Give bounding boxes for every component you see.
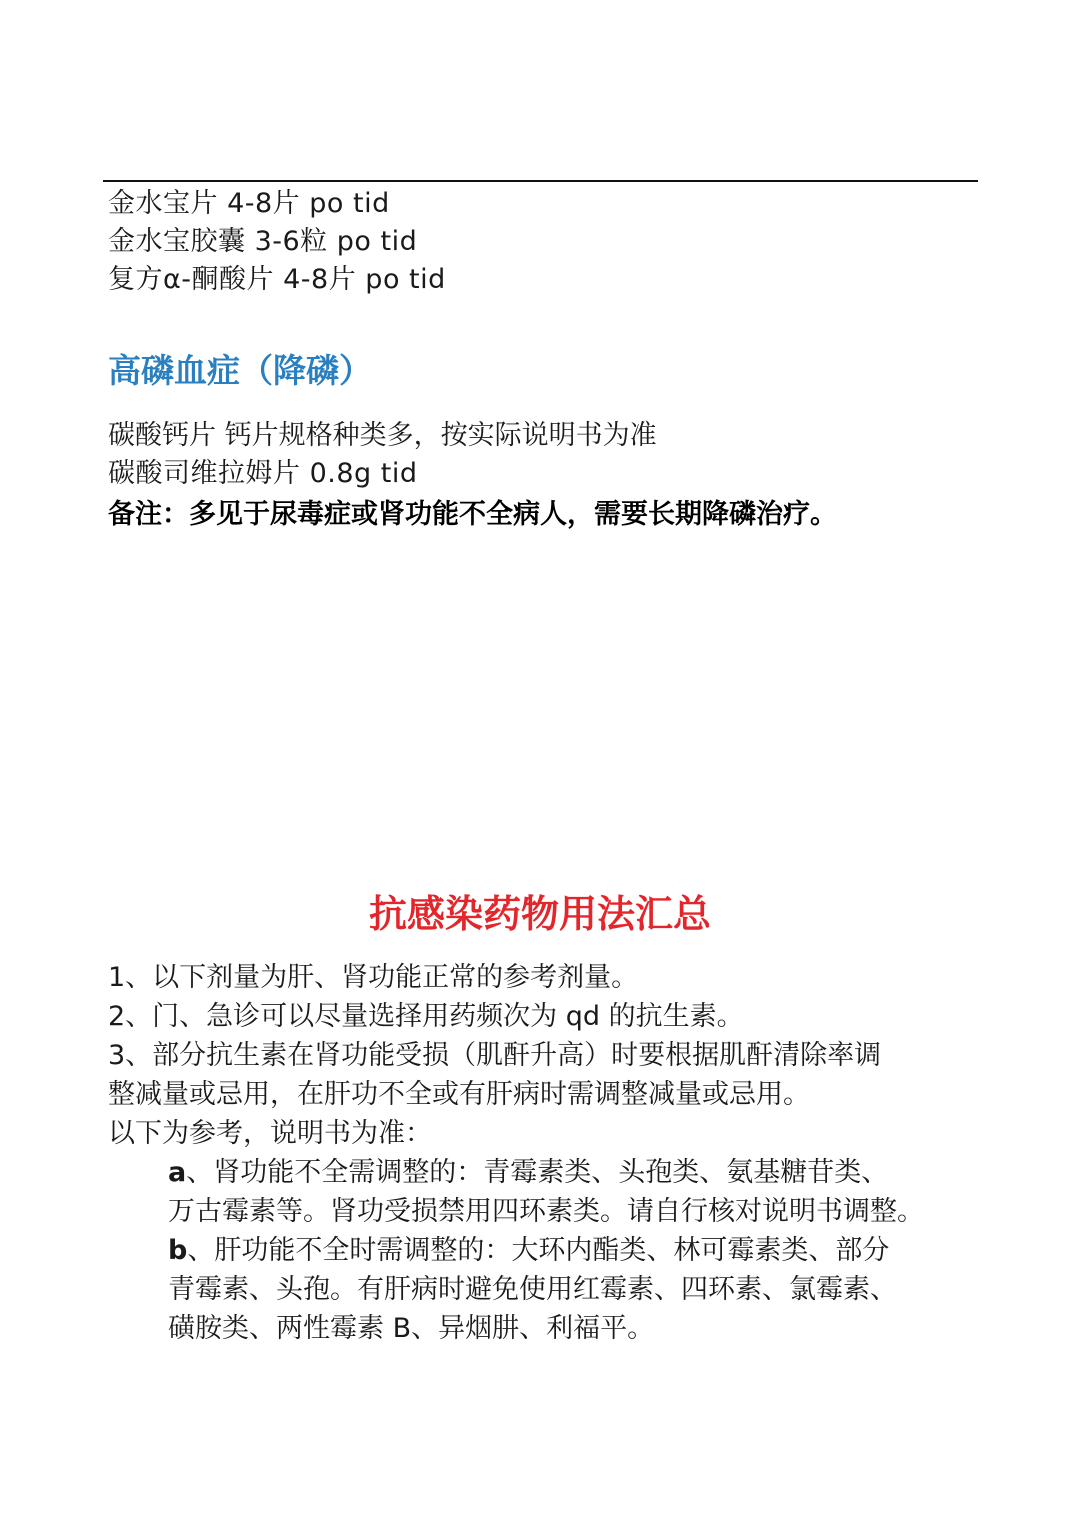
item-line-reference: 以下为参考，说明书为准： [108,1118,432,1149]
top-divider [103,180,978,182]
sub-item-b-line-2: 青霉素、头孢。有肝病时避免使用红霉素、四环素、氯霉素、 [168,1274,897,1305]
sub-item-a-text: 、肾功能不全需调整的：青霉素类、头孢类、氨基糖苷类、 [186,1157,889,1188]
drug-line-2: 金水宝胶囊 3-6粒 po tid [108,226,418,257]
section-heading-hyperphosphatemia: 高磷血症（降磷） [108,351,372,390]
sub-item-a-line-1 [168,1154,888,1192]
phosphate-line-1: 碳酸钙片 钙片规格种类多，按实际说明书为准 [108,420,657,451]
drug-line-1: 金水宝片 4-8片 po tid [108,188,390,219]
remark-note: 备注：多见于尿毒症或肾功能不全病人，需要长期降磷治疗。 [108,499,837,530]
sub-item-a-line-2: 万古霉素等。肾功受损禁用四环素类。请自行核对说明书调整。 [168,1196,924,1227]
sub-item-b-line-3: 磺胺类、两性霉素 B、异烟肼、利福平。 [168,1313,655,1344]
item-line-2: 2、门、急诊可以尽量选择用药频次为 qd 的抗生素。 [108,1001,744,1032]
item-line-1: 1、以下剂量为肝、肾功能正常的参考剂量。 [108,962,639,993]
phosphate-line-2: 碳酸司维拉姆片 0.8g tid [108,458,418,489]
section-heading-anti-infection: 抗感染药物用法汇总 [368,892,711,936]
sub-item-a-letter: a [168,1157,187,1188]
item-line-3-cont: 整减量或忌用，在肝功不全或有肝病时需调整减量或忌用。 [108,1079,810,1110]
sub-item-b-line-1 [168,1232,889,1270]
drug-line-3: 复方α-酮酸片 4-8片 po tid [108,264,446,295]
sub-item-b-letter: b [168,1235,188,1266]
item-line-3: 3、部分抗生素在肾功能受损（肌酐升高）时要根据肌酐清除率调 [108,1040,882,1071]
sub-item-b-text: 、肝功能不全时需调整的：大环内酯类、林可霉素类、部分 [187,1235,890,1266]
